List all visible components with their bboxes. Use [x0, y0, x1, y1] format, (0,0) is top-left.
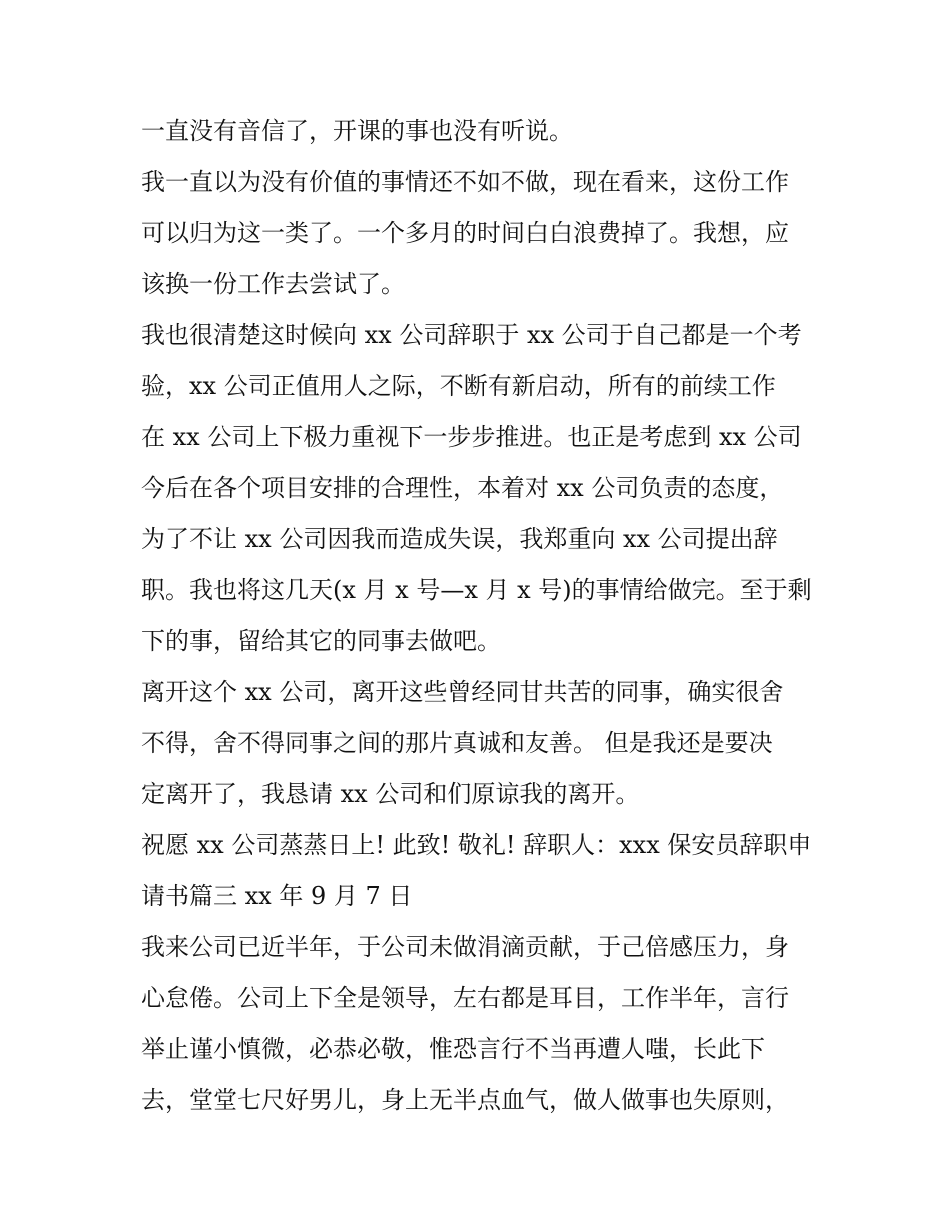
text-line: 可以归为这一类了。一个多月的时间白白浪费掉了。我想，应	[141, 219, 789, 247]
text-line: 职。我也将这几天(x 月 x 号—x 月 x 号)的事情给做完。至于剩	[141, 576, 812, 604]
text-line: 我来公司已近半年，于公司未做涓滴贡献，于己倍感压力，身	[141, 933, 789, 961]
text-line: 该换一份工作去尝试了。	[141, 270, 405, 298]
text-line: 下的事，留给其它的同事去做吧。	[141, 627, 501, 655]
text-line: 祝愿 xx 公司蒸蒸日上! 此致! 敬礼! 辞职人：xxx 保安员辞职申	[141, 831, 812, 859]
text-line: 今后在各个项目安排的合理性，本着对 xx 公司负责的态度，	[141, 474, 784, 502]
text-line: 我一直以为没有价值的事情还不如不做，现在看来，这份工作	[141, 168, 789, 196]
text-line: 请书篇三 xx 年 9 月 7 日	[141, 882, 413, 910]
text-line: 验，xx 公司正值用人之际，不断有新启动，所有的前续工作	[141, 372, 776, 400]
text-line: 在 xx 公司上下极力重视下一步步推进。也正是考虑到 xx 公司	[141, 423, 802, 451]
text-line: 离开这个 xx 公司，离开这些曾经同甘共苦的同事，确实很舍	[141, 678, 784, 706]
text-line: 为了不让 xx 公司因我而造成失误，我郑重向 xx 公司提出辞	[141, 525, 778, 553]
text-line: 定离开了，我恳请 xx 公司和们原谅我的离开。	[141, 780, 640, 808]
text-line: 一直没有音信了，开课的事也没有听说。	[141, 117, 573, 145]
text-line: 不得，舍不得同事之间的那片真诚和友善。 但是我还是要决	[141, 729, 773, 757]
document-body	[141, 106, 821, 1126]
text-line: 心怠倦。公司上下全是领导，左右都是耳目，工作半年，言行	[141, 984, 789, 1012]
text-line: 去，堂堂七尺好男儿，身上无半点血气，做人做事也失原则，	[141, 1086, 789, 1114]
text-line: 举止谨小慎微，必恭必敬，惟恐言行不当再遭人嗤，长此下	[141, 1035, 765, 1063]
text-line: 我也很清楚这时候向 xx 公司辞职于 xx 公司于自己都是一个考	[141, 321, 802, 349]
